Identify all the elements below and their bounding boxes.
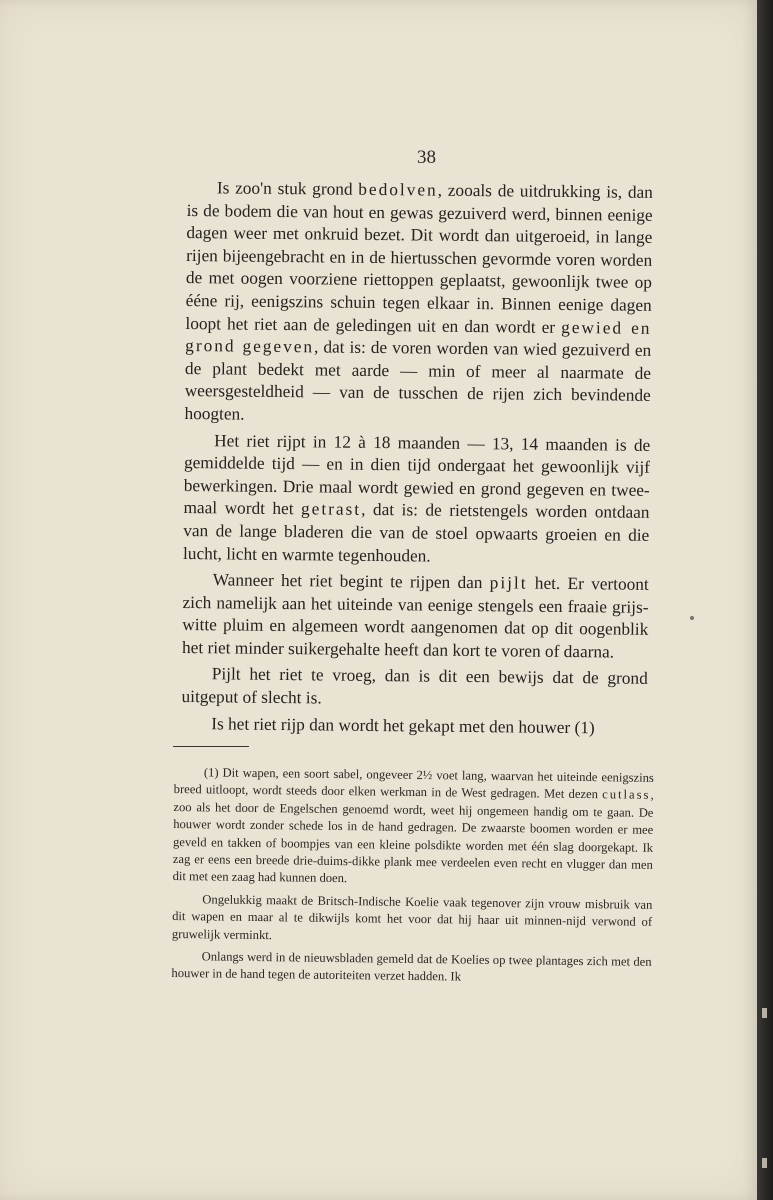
page-number: 38 [417, 147, 436, 168]
footnote-paragraph [171, 948, 651, 989]
footnote-paragraph [173, 764, 654, 892]
ink-speck [690, 616, 694, 620]
emphasized-term: gewied en grond gegeven [185, 317, 652, 357]
paragraph [184, 177, 653, 430]
footnotes [171, 764, 654, 994]
edge-marker [762, 1008, 767, 1018]
emphasized-term: cutlass [602, 787, 651, 803]
text-run: , dat is: de rietstengels worden ontdaan van de lange bladeren die van de stoel opwaarts groeien en die lucht, licht en warmte tegenhouden. [182, 500, 650, 566]
paragraph [181, 713, 647, 740]
text-run: Ongelukkig maakt de Britsch-Indische Koelie vaak tegenover zijn vrouw misbruik van dit wapen en maar al te dikwijls komt het voor dat hij haar uit minnen-nijd verwond of gruwelijk verminkt. [171, 892, 653, 942]
emphasized-term: bedolven [358, 179, 438, 200]
text-run: (1) Dit wapen, een soort sabel, ongeveer 2½ voet lang, waarvan het uiteinde eenigszins breed uitloopt, wordt steeds door elken werkman in de West gedragen. Met dezen [173, 765, 654, 802]
page-edge-shadow [757, 0, 773, 1200]
paragraph [182, 569, 649, 664]
footnote-paragraph [172, 891, 653, 949]
text-run: Onlangs werd in de nieuwsbladen gemeld dat de Koelies op twee plantages zich met den houwer in de hand tegen de autoriteiten verzet hadden. Ik [171, 949, 652, 984]
edge-marker [762, 1158, 767, 1168]
text-run: Het riet rijpt in 12 à 18 maanden — 13, 14 maanden is de gemiddelde tijd — en in dien tijd ondergaat het gewoonlijk vijf bewerkingen. Drie maal wordt gewied en grond gegeven en twee-maal wordt het [183, 430, 651, 519]
emphasized-term: getrast [300, 499, 362, 520]
main-text [181, 177, 653, 744]
paragraph [181, 663, 647, 713]
text-run: Wanneer het riet begint te rijpen dan [212, 570, 490, 593]
text-run: , dat is: de voren worden van wied gezuiverd en de plant bedekt met aarde — min of meer al naarmate de weersgesteldheid — van de tusschen de rijen zich bevindende hoogten. [184, 337, 652, 424]
text-run: , zoo als het door de Engelschen genoemd wordt, weet hij ongemeen handig om te gaan. De houwer wordt zonder schede los in de hand gedragen. De zwaarste boomen worden er mee geveld en takken of boompjes van een kleine polsdikte worden met één slag doorgekapt. Ik zag er eens een breede drie-duims-dikke plank mee verdeelen even recht en vlugger dan men dit met een zaag had kunnen doen. [172, 788, 654, 886]
text-run: , zooals de uitdrukking is, dan is de bodem die van hout en gewas gezuiverd werd, binnen eenige dagen weer met onkruid bezet. Dit wordt dan uitgeroeid, in lange rijen bijeengebracht en in de hiertusschen gevormde voren worden de met oogen voorziene riettoppen geplaatst, gewoonlijk twee op ééne rij, eenigszins schuin tegen elkaar in. Binnen eenige dagen loopt het riet aan de geledingen uit en dan wordt er [185, 180, 653, 337]
text-run: het. Er vertoont zich namelijk aan het uiteinde van eenige stengels een fraaie grijs-witte pluim en algemeen wordt aangenomen dat op dit oogenblik het riet minder suikergehalte heeft dan kort te voren of daarna. [181, 573, 649, 662]
paragraph [183, 430, 650, 570]
footnote-divider [173, 746, 249, 747]
text-run: Pijlt het riet te vroeg, dan is dit een bewijs dat de grond uitgeput of slecht is. [181, 664, 648, 708]
text-run: Is het riet rijp dan wordt het gekapt met den houwer (1) [211, 713, 595, 737]
emphasized-term: pijlt [489, 573, 528, 593]
text-run: Is zoo'n stuk grond [216, 178, 359, 199]
